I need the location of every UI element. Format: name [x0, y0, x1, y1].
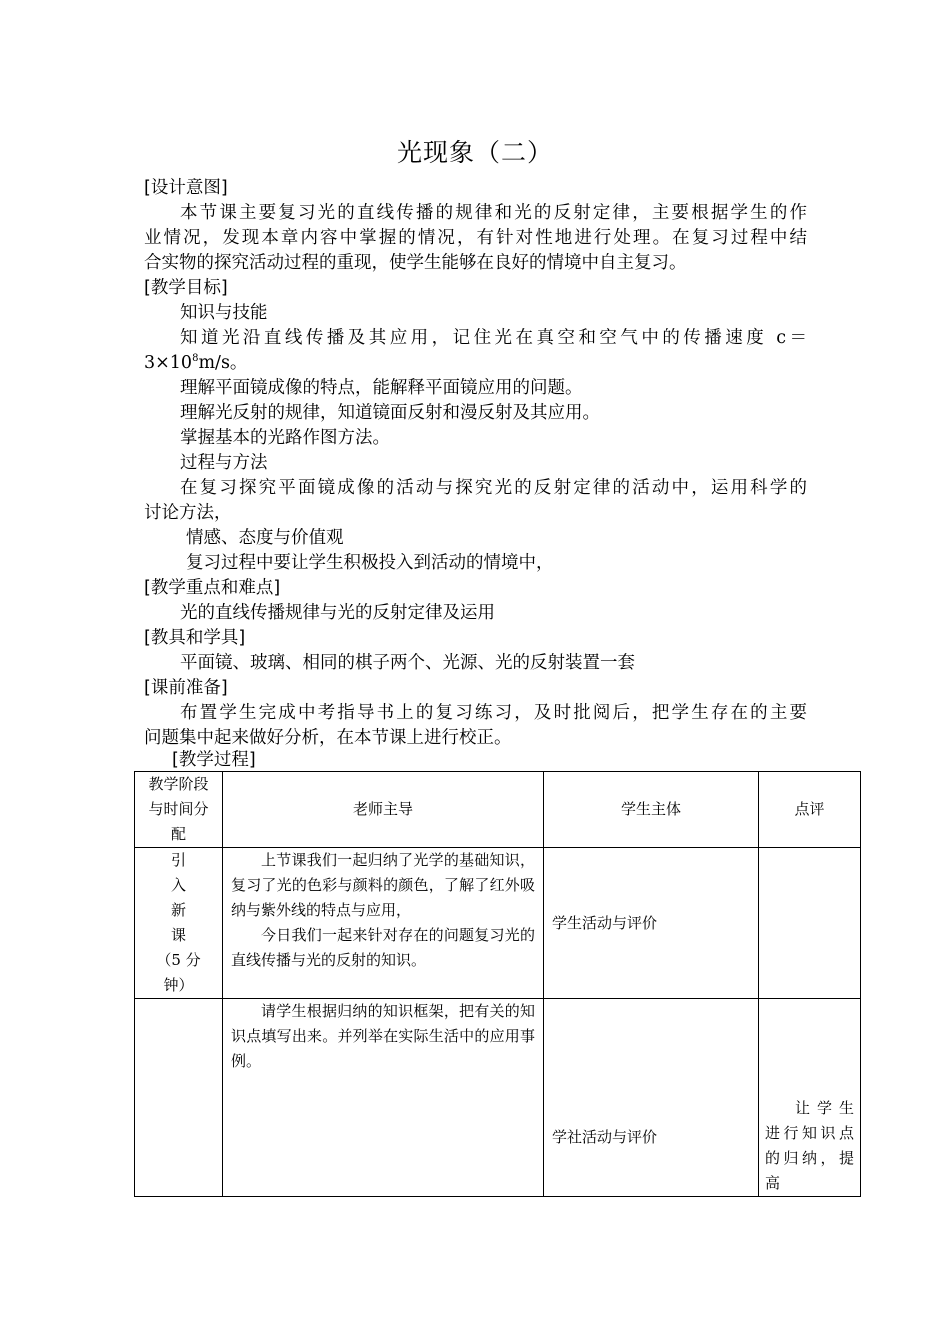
stage-char: （5 分	[156, 951, 201, 969]
goal-3: 理解光反射的规律，知道镜面反射和漫反射及其应用。	[180, 403, 600, 423]
comment-paragraph: 让学生进行知识点的归纳，提高	[765, 1099, 854, 1192]
table-row	[135, 848, 861, 999]
stage-char: 引	[170, 851, 186, 869]
header-student: 学生主体	[544, 772, 759, 848]
teacher-paragraph: 今日我们一起来针对存在的问题复习光的直线传播与光的反射的知识。	[231, 926, 535, 969]
row2-comment	[759, 999, 861, 1197]
header-stage-line: 教学阶段	[148, 775, 209, 793]
speed-exponent: 8	[192, 353, 199, 365]
design-heading: [设计意图]	[144, 178, 228, 198]
goal-2: 理解平面镜成像的特点，能解释平面镜应用的问题。	[180, 378, 583, 398]
procedure-table	[134, 771, 861, 1197]
header-stage-line: 与时间分	[148, 800, 209, 818]
row2-stage	[135, 999, 223, 1197]
design-text-line-3: 合实物的探究活动过程的重现，使学生能够在良好的情境中自主复习。	[144, 253, 687, 273]
prep-text-line-1: 布置学生完成中考指导书上的复习练习，及时批阅后，把学生存在的主要	[180, 703, 807, 723]
stage-char: 新	[170, 901, 186, 919]
teacher-paragraph: 上节课我们一起归纳了光学的基础知识，复习了光的色彩与颜料的颜色，了解了红外吸纳与紫外线的特点与应用，	[231, 851, 535, 919]
row1-comment	[759, 848, 861, 999]
stage-char: 课	[170, 926, 186, 944]
design-text-line-2: 业情况，发现本章内容中掌握的情况，有针对性地进行处理。在复习过程中结	[144, 228, 807, 248]
page-title: 光现象（二）	[396, 138, 553, 167]
goal-4: 掌握基本的光路作图方法。	[180, 428, 390, 448]
speed-value: 3×10	[144, 353, 193, 373]
teacher-paragraph: 请学生根据归纳的知识框架，把有关的知识点填写出来。并列举在实际生活中的应用事例。	[231, 1002, 535, 1070]
process-line-1: 在复习探究平面镜成像的活动与探究光的反射定律的活动中，运用科学的	[180, 478, 807, 498]
table-row	[135, 999, 861, 1197]
row1-teacher	[223, 848, 544, 999]
design-text-line-1: 本节课主要复习光的直线传播的规律和光的反射定律，主要根据学生的作	[180, 203, 807, 223]
tools-heading: [教具和学具]	[144, 628, 246, 648]
stage-char: 入	[170, 876, 186, 894]
header-comment: 点评	[759, 772, 861, 848]
key-heading: [教学重点和难点]	[144, 578, 281, 598]
procedure-heading: [教学过程]	[172, 750, 256, 770]
prep-text-line-2: 问题集中起来做好分析，在本节课上进行校正。	[144, 728, 512, 748]
tools-text: 平面镜、玻璃、相同的棋子两个、光源、光的反射装置一套	[180, 653, 635, 673]
key-text: 光的直线传播规律与光的反射定律及运用	[180, 603, 495, 623]
goals-heading: [教学目标]	[144, 278, 228, 298]
emotion-label: 情感、态度与价值观	[186, 528, 344, 548]
row1-student: 学生活动与评价	[544, 848, 759, 999]
row2-teacher	[223, 999, 544, 1197]
row1-stage	[135, 848, 223, 999]
prep-heading: [课前准备]	[144, 678, 228, 698]
process-line-2: 讨论方法，	[144, 503, 232, 523]
stage-char: 钟）	[163, 976, 194, 994]
knowledge-label: 知识与技能	[180, 303, 268, 323]
table-header-row	[135, 772, 861, 848]
goal-1-line-1: 知道光沿直线传播及其应用，记住光在真空和空气中的传播速度 c＝	[180, 328, 807, 348]
row2-student	[544, 999, 759, 1197]
header-stage	[135, 772, 223, 848]
speed-unit: m/s。	[198, 353, 248, 373]
header-stage-line: 配	[170, 825, 186, 843]
row2-student-text: 学社活动与评价	[552, 1128, 658, 1146]
header-teacher: 老师主导	[223, 772, 544, 848]
emotion-text: 复习过程中要让学生积极投入到活动的情境中，	[186, 553, 554, 573]
goal-1-line-2	[144, 351, 807, 376]
process-label: 过程与方法	[180, 453, 268, 473]
